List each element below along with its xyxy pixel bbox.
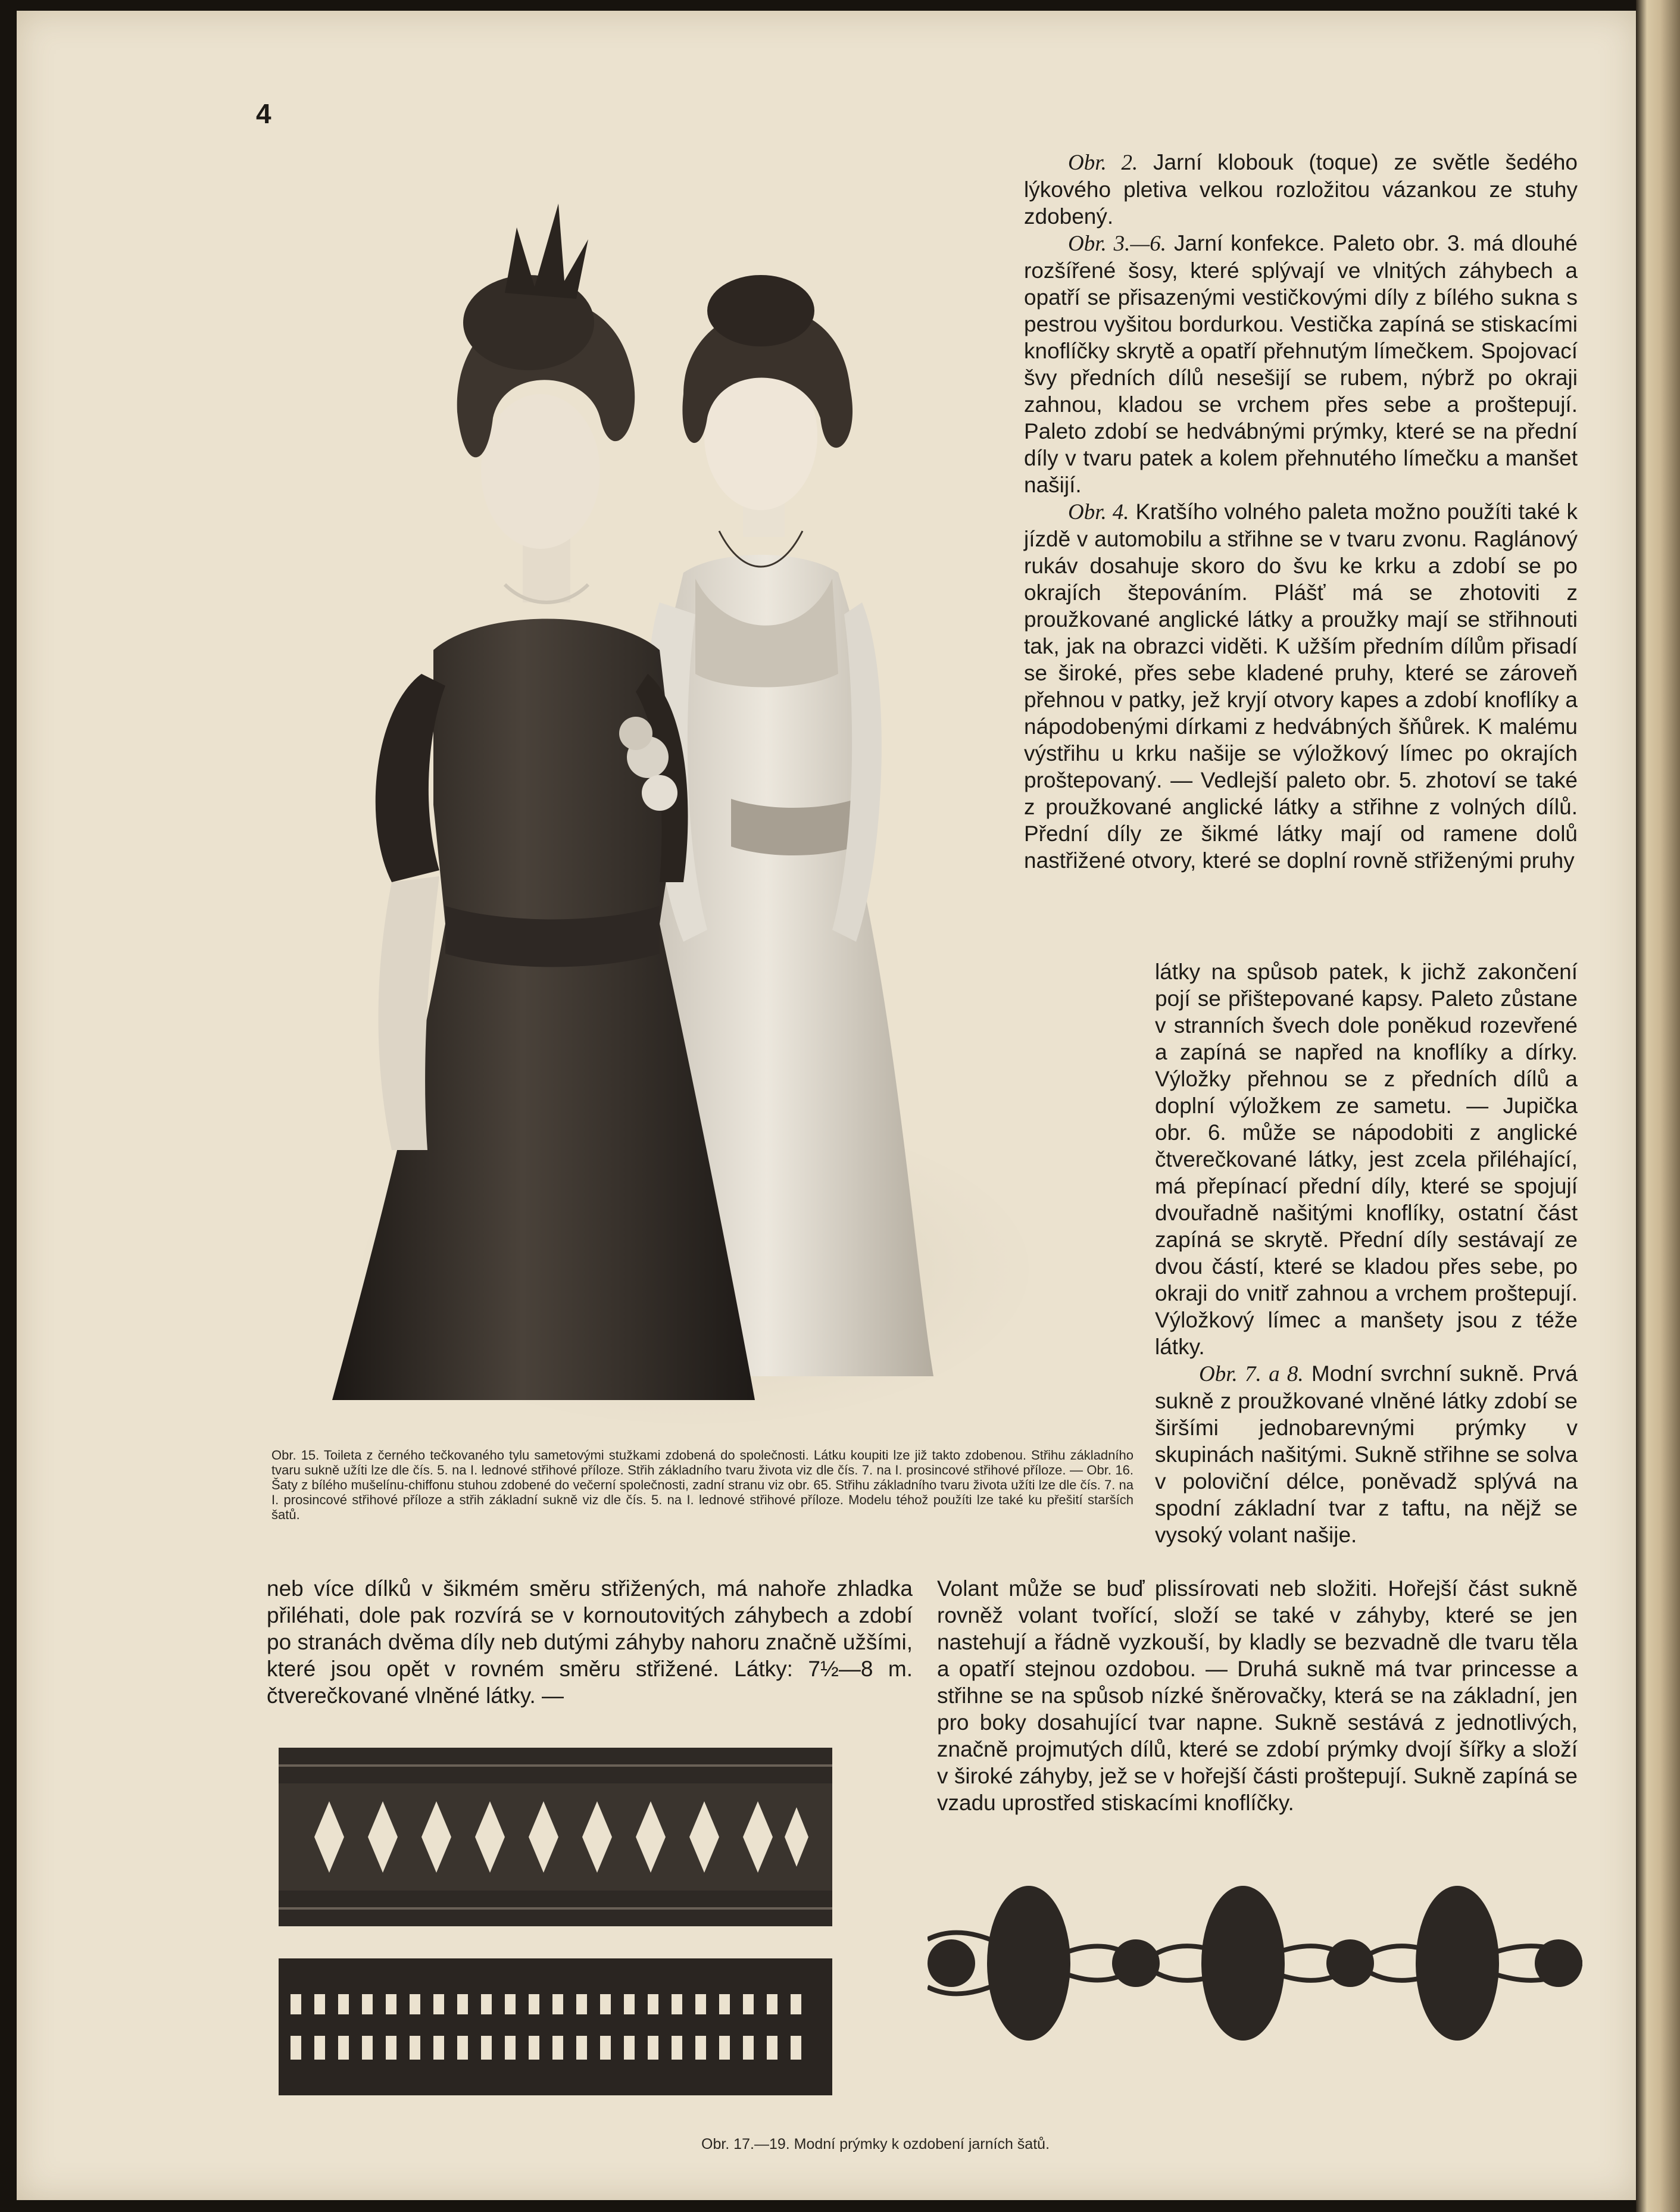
trim-knotted-band <box>928 1868 1582 2058</box>
figure-reference: Obr. 4. <box>1068 500 1129 524</box>
trim-diamond-band <box>279 1748 832 1926</box>
paragraph-text: Jarní klobouk (toque) ze světle šedého lýkového pletiva velkou rozložitou vázankou ze stuhy zdobený. <box>1024 150 1578 229</box>
paragraph-text: Jarní konfekce. Paleto obr. 3. má dlouhé rozšířené šosy, které splývají ve vlnitých záhybech a opatří se přisazenými vestičkovými díly z bílého sukna s pestrou vyšitou bordurkou. Vestička zapíná se stiskacími knoflíčky skrytě a opatří přehnutým límečkem. Spojovací švy předních dílů nesešijí se rubem, nýbrž po okraji zahnou, kladou se vrchem přes sebe a proštepují. Paleto zdobí se hedvábnými prýmky, které se na přední díly v tvaru patek a kolem přehnutého límečku a manšet našijí. <box>1024 231 1578 497</box>
article-column-left-bottom <box>267 1575 913 1709</box>
page-number: 4 <box>256 98 271 129</box>
paragraph-text: neb více dílků v šikmém směru střižených, má nahoře zhladka přiléhati, dole pak rozvírá se v kornoutovitých záhybech a zdobí po stranách dvěma díly neb dutými záhyby nahoru značně užšími, které jsou opět v rovném směru střižené. Látky: 7½—8 m. čtverečkované vlněné látky. — <box>267 1576 913 1708</box>
paragraph-text: Kratšího volného paleta možno použíti také k jízdě v automobilu a střihne se v tvaru zvonu. Raglánový rukáv dosahuje skoro do švu ke krku a zdobí se po okrajích štepováním. Plášť má se zhotoviti z proužkované anglické látky a proužky mají se střihnouti tak, jak na obrazci viděti. K užším předním dílům přisadí se široké, přes sebe kladené pruhy, které se zároveň přehnou v patky, jež kryjí otvory kapes a zdobí knoflíky a nápodobenými dírkami z hedvábných šňůrek. K malému výstřihu u krku našije se výložkový límec po okrajích proštepovaný. — Vedlejší paleto obr. 5. zhotoví se také z proužkované anglické látky a střihne z volných dílů. Přední díly ze šikmé látky mají od ramene dolů nastřižené otvory, které se doplní rovně střiženými pruhy <box>1024 499 1578 873</box>
article-column-right-bottom <box>937 1575 1578 1816</box>
fashion-illustration <box>267 138 1041 1442</box>
figure-reference: Obr. 7. a 8. <box>1199 1362 1304 1386</box>
figure-reference: Obr. 3.—6. <box>1068 232 1167 256</box>
magazine-page <box>17 11 1637 2200</box>
paragraph-obr-2 <box>1024 149 1578 230</box>
figure-reference: Obr. 2. <box>1068 151 1138 175</box>
paragraph-text: Modní svrchní sukně. Prvá sukně z proužkované vlněné látky zdobí se širšími jednobarevnými prýmky v skupinách našitými. Sukně střihne se solva v poloviční délce, poněvadž splývá na spodní základní tvar z taftu, na nějž se vysoký volant našije. <box>1155 1361 1578 1547</box>
paragraph-obr-3-6 <box>1024 230 1578 498</box>
figure-caption: Obr. 15. Toileta z černého tečkovaného tylu sametovými stužkami zdobená do společnosti. Látku koupiti lze již takto zdobenou. Střihu základního tvaru sukně užíti lze dle čís. 5. na I. lednové střihové příloze. Střih základního tvaru života viz dle čís. 7. na I. prosincové střihové příloze. — Obr. 16. Šaty z bílého mušelínu-chiffonu stuhou zdobené do večerní společnosti, zadní stranu viz obr. 65. Střihu základního tvaru života užíti lze dle čís. 7. na I. prosincové střihové příloze a střih základní sukně viz dle čís. 5. na I. lednové střihové příloze. Modelu téhož použíti lze také ku přešití starších šatů. <box>271 1448 1133 1522</box>
paragraph-obr-4 <box>1024 498 1578 874</box>
paragraph-obr-7-8 <box>1155 1360 1578 1548</box>
trim-lattice-band <box>279 1958 832 2095</box>
article-column-right <box>1024 149 1578 874</box>
article-column-right-narrow <box>1155 958 1578 1548</box>
paragraph-continued: látky na spůsob patek, k jichž zakončení pojí se přištepované kapsy. Paleto zůstane v stranních švech dole poněkud rozevřené a zapíná se napřed na knoflíky a dírky. Výložky přehnou se z předních dílů a doplní výložkem ze sametu. — Jupička obr. 6. může se nápodobiti z anglické čtverečkované látky, jest zcela přiléhající, má přepínací přední díly, které se spojují dvouřadně našitými knoflíky, ostatní část zapíná se skrytě. Přední díly sestávají ze dvou částí, které se kladou přes sebe, po okraji do vnitř zahnou a vrchem proštepují. Výložkový límec a manšety jsou z téže látky. <box>1155 960 1578 1359</box>
book-binding <box>1636 0 1680 2212</box>
trims-caption: Obr. 17.—19. Modní prýmky k ozdobení jarních šatů. <box>701 2136 1050 2152</box>
paragraph-text: Volant může se buď plissírovati neb složiti. Hořejší část sukně rovněž volant tvořící, složí se také v záhyby, které se jen nastehují a řádně vyzkouší, by kladly se bezvadně dle tvaru těla a opatří stejnou ozdobou. — Druhá sukně má tvar princesse a střihne se na spůsob nízké šněrovačky, která se na základní, jen pro boky dosahující tvar napne. Sukně sestává z jednotlivých, značně projmutých dílů, které se zdobí prýmky dvojí šířky a složí v široké záhyby, jež se v hořejší části proštepují. Sukně zapíná se vzadu uprostřed stiskacími knoflíčky. <box>937 1576 1578 1815</box>
